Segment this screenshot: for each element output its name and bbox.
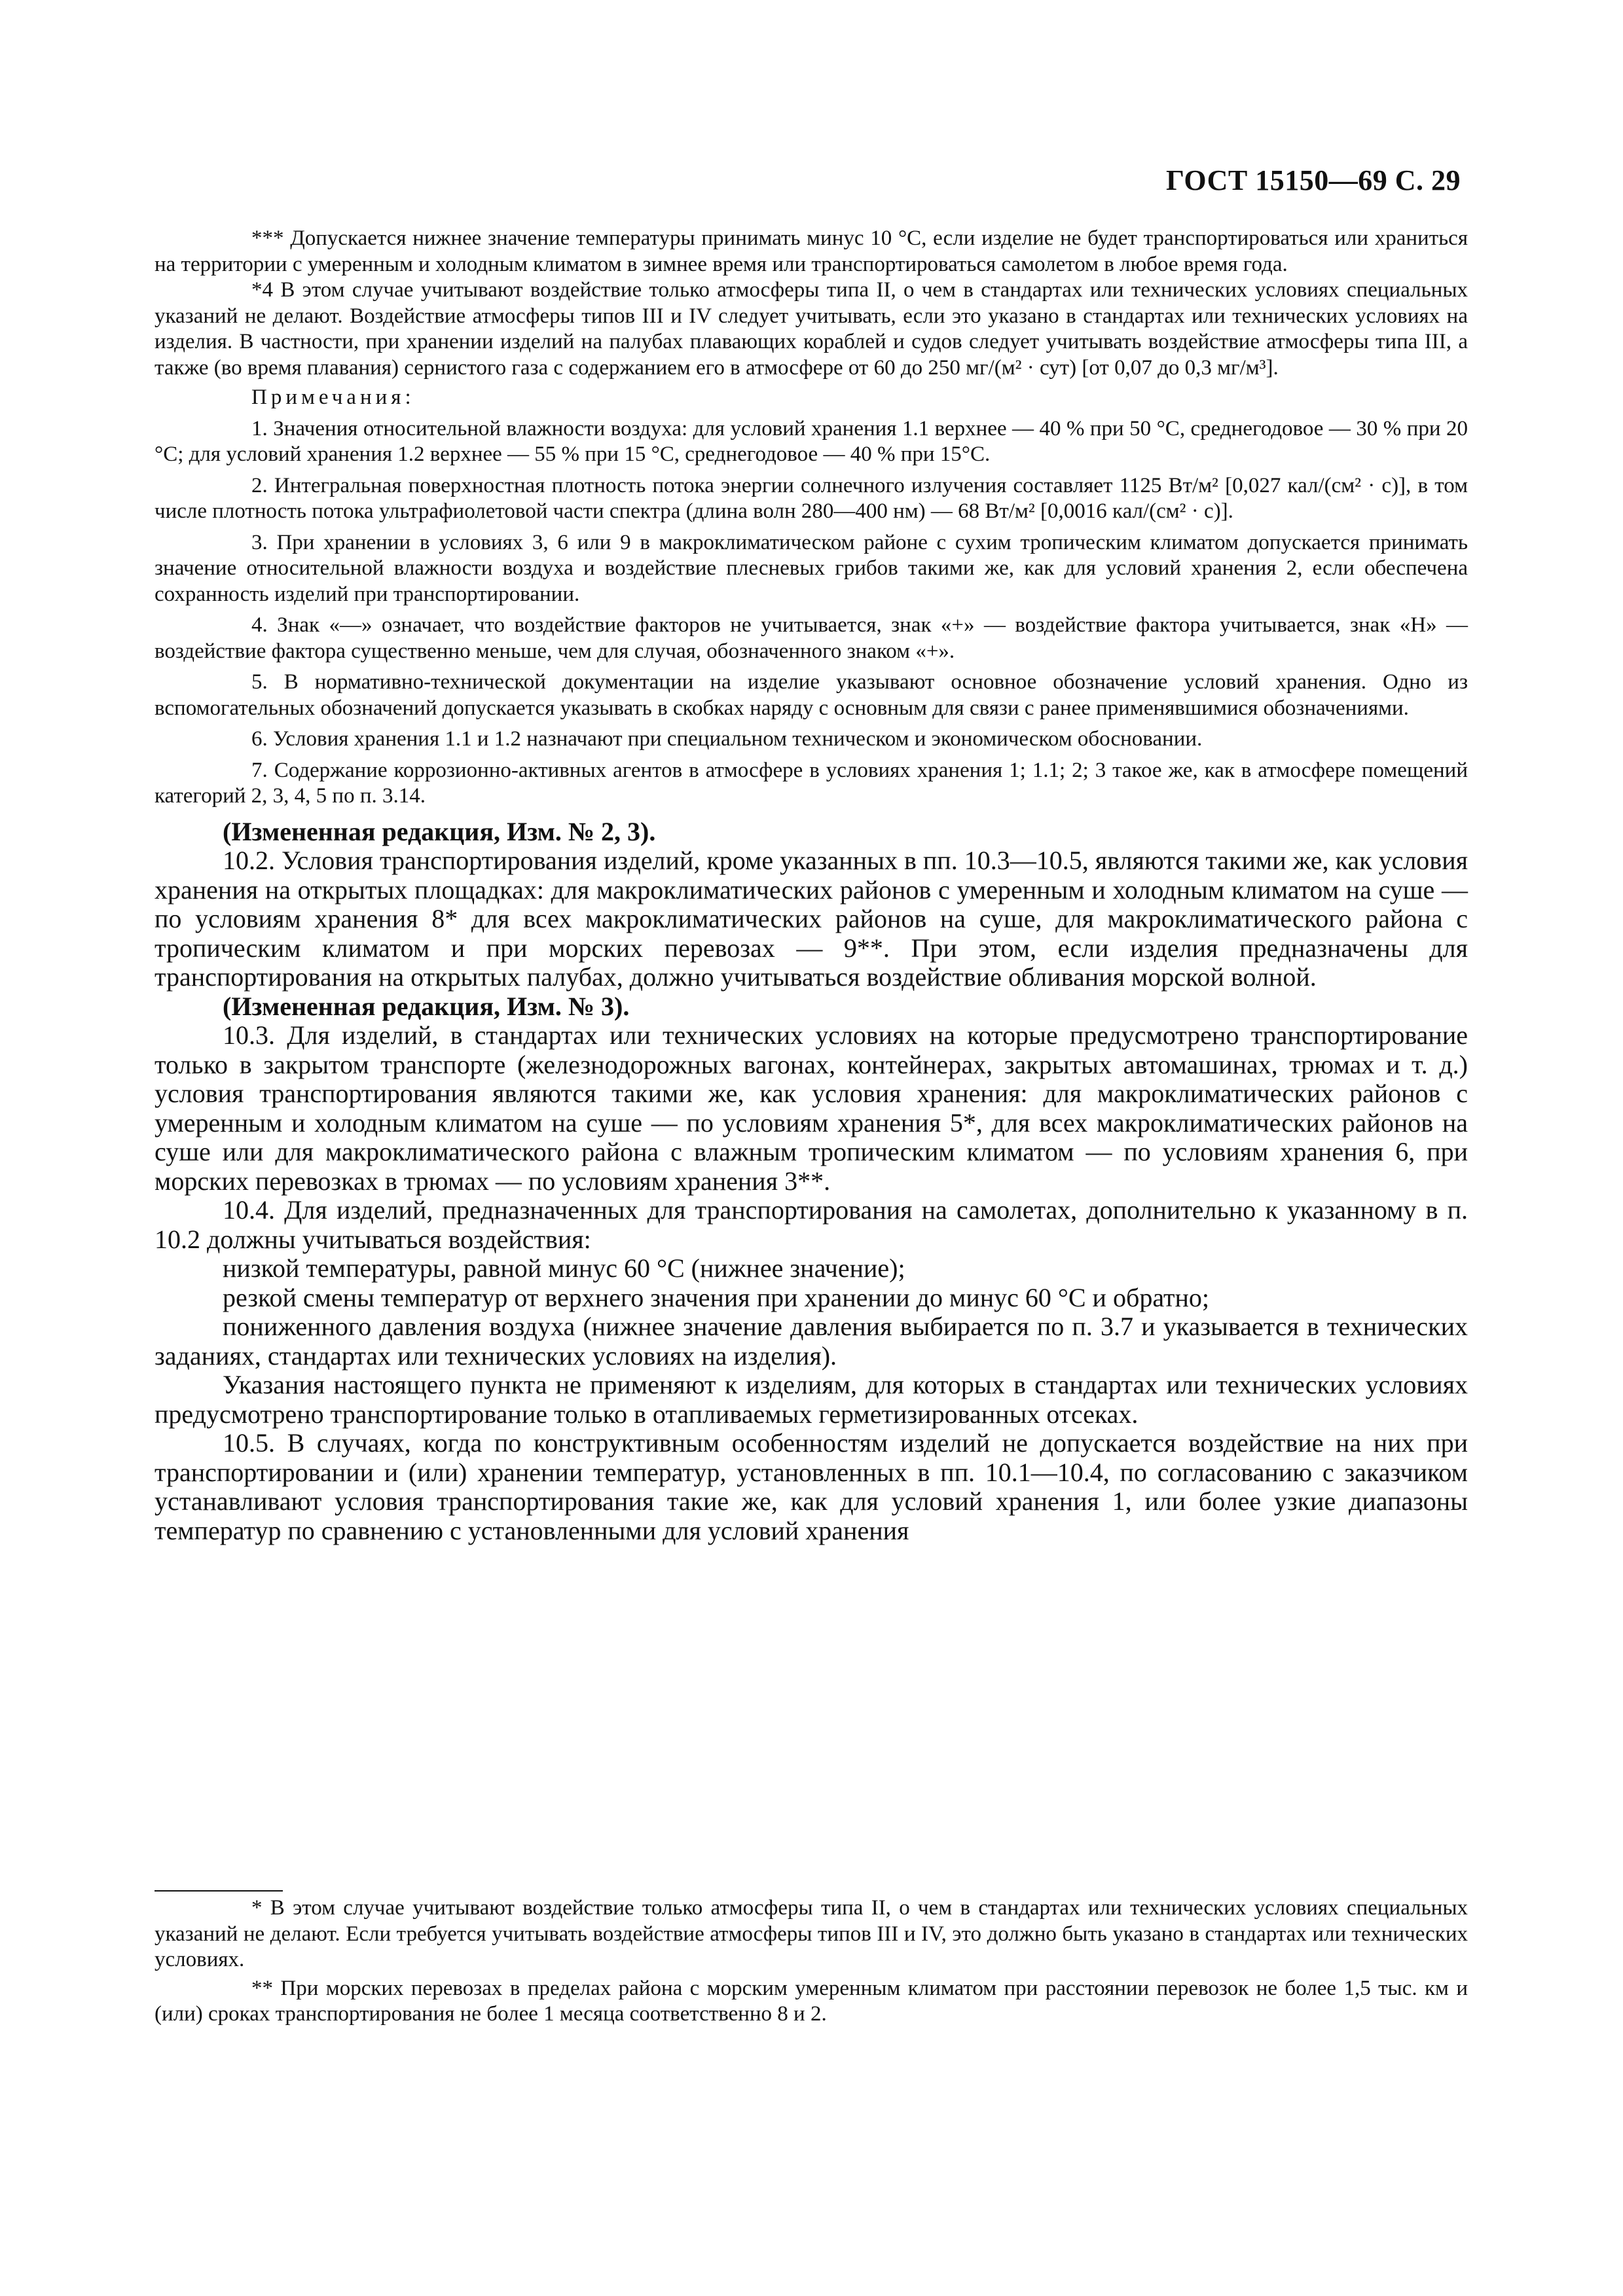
clause-10-2: 10.2. Условия транспортирования изделий, кроме указанных в пп. 10.3—10.5, являются такими же, как условия хранения на открытых площадках: для макроклиматических районов с умеренным и холодным климатом на суше — по условиям хранения 8* для всех макроклиматических районов на суше, для макроклиматического района с тропическим климатом и при морских перевозах — 9**. При этом, если изделия предназначены для транспортирования на открытых палубах, должно учитываться воздействие обливания морской волной.	[155, 846, 1468, 992]
note-item: 2. Интегральная поверхностная плотность потока энергии солнечного излучения составляет 1125 Вт/м² [0,027 кал/(см² · с)], в том числе плотность потока ультрафиолетовой части спектра (длина волн 280—400 нм) — 68 Вт/м² [0,0016 кал/(см² · с)].	[155, 473, 1468, 523]
page-header: ГОСТ 15150—69 С. 29	[1165, 164, 1461, 196]
footnote-separator	[155, 1890, 283, 1892]
clause-10-4-item: резкой смены температур от верхнего значения при хранении до минус 60 °C и обратно;	[223, 1282, 1210, 1312]
clause-10-5: 10.5. В случаях, когда по конструктивным особенностям изделий не допускается воздействие на них при транспортировании и (или) хранении температур, установленных в пп. 10.1—10.4, по согласованию с заказчиком устанавливают условия транспортирования такие же, как для условий хранения 1, или более узкие диапазоны температур по сравнению с установленными для условий хранения	[155, 1428, 1468, 1545]
note-item: 6. Условия хранения 1.1 и 1.2 назначают при специальном техническом и экономическом обосновании.	[251, 727, 1203, 751]
footnote-double-star: ** При морских перевозах в пределах района с морским умеренным климатом при расстоянии перевозок не более 1,5 тыс. км и (или) сроках транспортирования не более 1 месяца соответственно 8 и 2.	[155, 1976, 1468, 2026]
main-clauses	[155, 817, 1468, 1546]
footnote-star-4: *4 В этом случае учитывают воздействие только атмосферы типа II, о чем в стандартах или технических условиях специальных указаний не делают. Воздействие атмосферы типов III и IV следует учитывать, если это указано в стандартах или технических условиях на изделия. В частности, при хранении изделий на палубах плавающих кораблей и судов следует учитывать воздействие атмосферы типа III, а также (во время плавания) сернистого газа с содержанием его в атмосфере от 60 до 250 мг/(м² · сут) [от 0,07 до 0,3 мг/м³].	[155, 278, 1468, 380]
clause-10-4-item: пониженного давления воздуха (нижнее значение давления выбирается по п. 3.7 и указывается в технических заданиях, стандартах или технических условиях на изделия).	[155, 1312, 1468, 1371]
clause-10-3: 10.3. Для изделий, в стандартах или технических условиях на которые предусмотрено транспортирование только в закрытом транспорте (железнодорожных вагонах, контейнерах, закрытых автомашинах, трюмах и т. д.) условия транспортирования являются такими же, как условия хранения: для макроклиматических районов с умеренным и холодным климатом на суше — по условиям хранения 5*, для всех макроклиматических районов на суше или для макроклиматического района с влажным тропическим климатом — по условиям хранения 6, при морских перевозках в трюмах — по условиям хранения 3**.	[155, 1020, 1468, 1196]
notes-title: Примечания:	[251, 386, 415, 409]
top-footnotes	[155, 226, 1468, 810]
note-item: 7. Содержание коррозионно-активных агентов в атмосфере в условиях хранения 1; 1.1; 2; 3 такое же, как в атмосфере помещений категорий 2, 3, 4, 5 по п. 3.14.	[155, 758, 1468, 808]
clause-10-4-note: Указания настоящего пункта не применяют к изделиям, для которых в стандартах или технических условиях предусмотрено транспортирование только в отапливаемых герметизированных отсеках.	[155, 1370, 1468, 1429]
clause-10-4: 10.4. Для изделий, предназначенных для транспортирования на самолетах, дополнительно к указанному в п. 10.2 должны учитываться воздействия:	[155, 1195, 1468, 1254]
amended-edition-note: (Измененная редакция, Изм. № 2, 3).	[223, 816, 656, 846]
amended-edition-note: (Измененная редакция, Изм. № 3).	[223, 991, 630, 1021]
footnote-triple-star: *** Допускается нижнее значение температуры принимать минус 10 °C, если изделие не будет транспортироваться или храниться на территории с умеренным и холодным климатом в зимнее время или транспортироваться самолетом в любое время года.	[155, 226, 1468, 276]
body-text	[155, 226, 1468, 1545]
clause-10-4-item: низкой температуры, равной минус 60 °C (нижнее значение);	[223, 1253, 905, 1283]
note-item: 3. При хранении в условиях 3, 6 или 9 в макроклиматическом районе с сухим тропическим климатом допускается принимать значение относительной влажности воздуха и воздействие плесневых грибов такими же, как для условий хранения 2, если обеспечена сохранность изделий при транспортировании.	[155, 530, 1468, 606]
bottom-footnotes	[155, 1895, 1468, 2028]
note-item: 5. В нормативно-технической документации на изделие указывают основное обозначение условий хранения. Одно из вспомогательных обозначений допускается указывать в скобках наряду с основным для связи с ранее применявшимися обозначениями.	[155, 670, 1468, 720]
footnote-star: * В этом случае учитывают воздействие только атмосферы типа II, о чем в стандартах или технических условиях специальных указаний не делают. Если требуется учитывать воздействие атмосферы типов III и IV, это должно быть указано в стандартах или технических условиях.	[155, 1896, 1468, 1971]
note-item: 1. Значения относительной влажности воздуха: для условий хранения 1.1 верхнее — 40 % при 50 °C, среднегодовое — 30 % при 20 °C; для условий хранения 1.2 верхнее — 55 % при 15 °C, среднегодовое — 40 % при 15°C.	[155, 416, 1468, 466]
note-item: 4. Знак «—» означает, что воздействие факторов не учитывается, знак «+» — воздействие фактора учитывается, знак «Н» — воздействие фактора существенно меньше, чем для случая, обозначенного знаком «+».	[155, 613, 1468, 663]
